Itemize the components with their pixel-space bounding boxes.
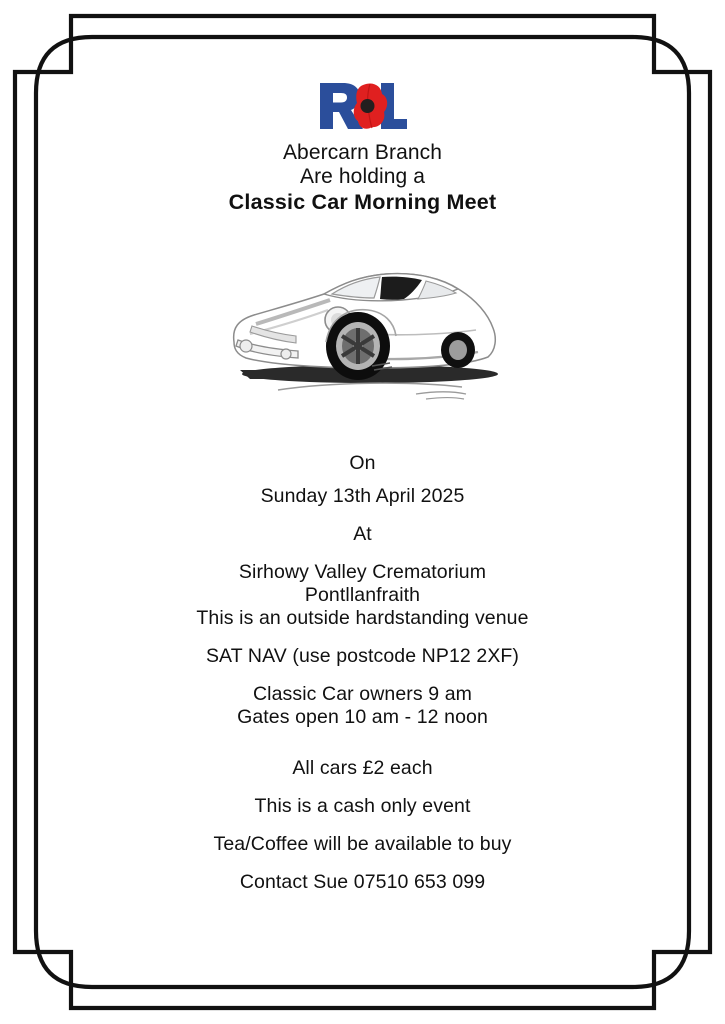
payment-info: This is a cash only event <box>254 795 471 817</box>
car-speed-line-1 <box>278 383 462 390</box>
classic-car-illustration <box>220 258 505 403</box>
gates-time: Gates open 10 am - 12 noon <box>237 706 488 728</box>
satnav-info: SAT NAV (use postcode NP12 2XF) <box>205 645 520 667</box>
car-overrider-right <box>281 349 291 359</box>
event-date: Sunday 13th April 2025 <box>260 485 465 507</box>
at-label: At <box>353 523 372 545</box>
royal-british-legion-logo <box>317 80 409 132</box>
logo-poppy-center <box>360 99 374 113</box>
venue-note: This is an outside hardstanding venue <box>196 607 529 629</box>
price-info: All cars £2 each <box>292 757 433 779</box>
body-block <box>45 452 680 894</box>
event-title: Classic Car Morning Meet <box>228 190 497 214</box>
car-speed-line-2 <box>416 392 466 394</box>
venue-locality: Pontllanfraith <box>304 584 421 606</box>
branch-name: Abercarn Branch <box>282 141 443 164</box>
poster-content <box>45 0 680 1024</box>
illustration-container <box>45 258 680 403</box>
on-label: On <box>349 452 376 474</box>
contact-info: Contact Sue 07510 653 099 <box>239 871 486 893</box>
refreshments-info: Tea/Coffee will be available to buy <box>213 833 512 855</box>
car-rear-wheel-hub <box>449 340 467 360</box>
header-block <box>45 141 680 215</box>
logo-container <box>45 80 680 132</box>
car-overrider-left <box>240 340 252 352</box>
owners-time: Classic Car owners 9 am <box>252 683 473 705</box>
car-speed-line-3 <box>426 398 464 400</box>
venue-block <box>45 561 680 630</box>
holding-text: Are holding a <box>299 165 426 188</box>
timings-block <box>45 683 680 729</box>
venue-name: Sirhowy Valley Crematorium <box>238 561 487 583</box>
